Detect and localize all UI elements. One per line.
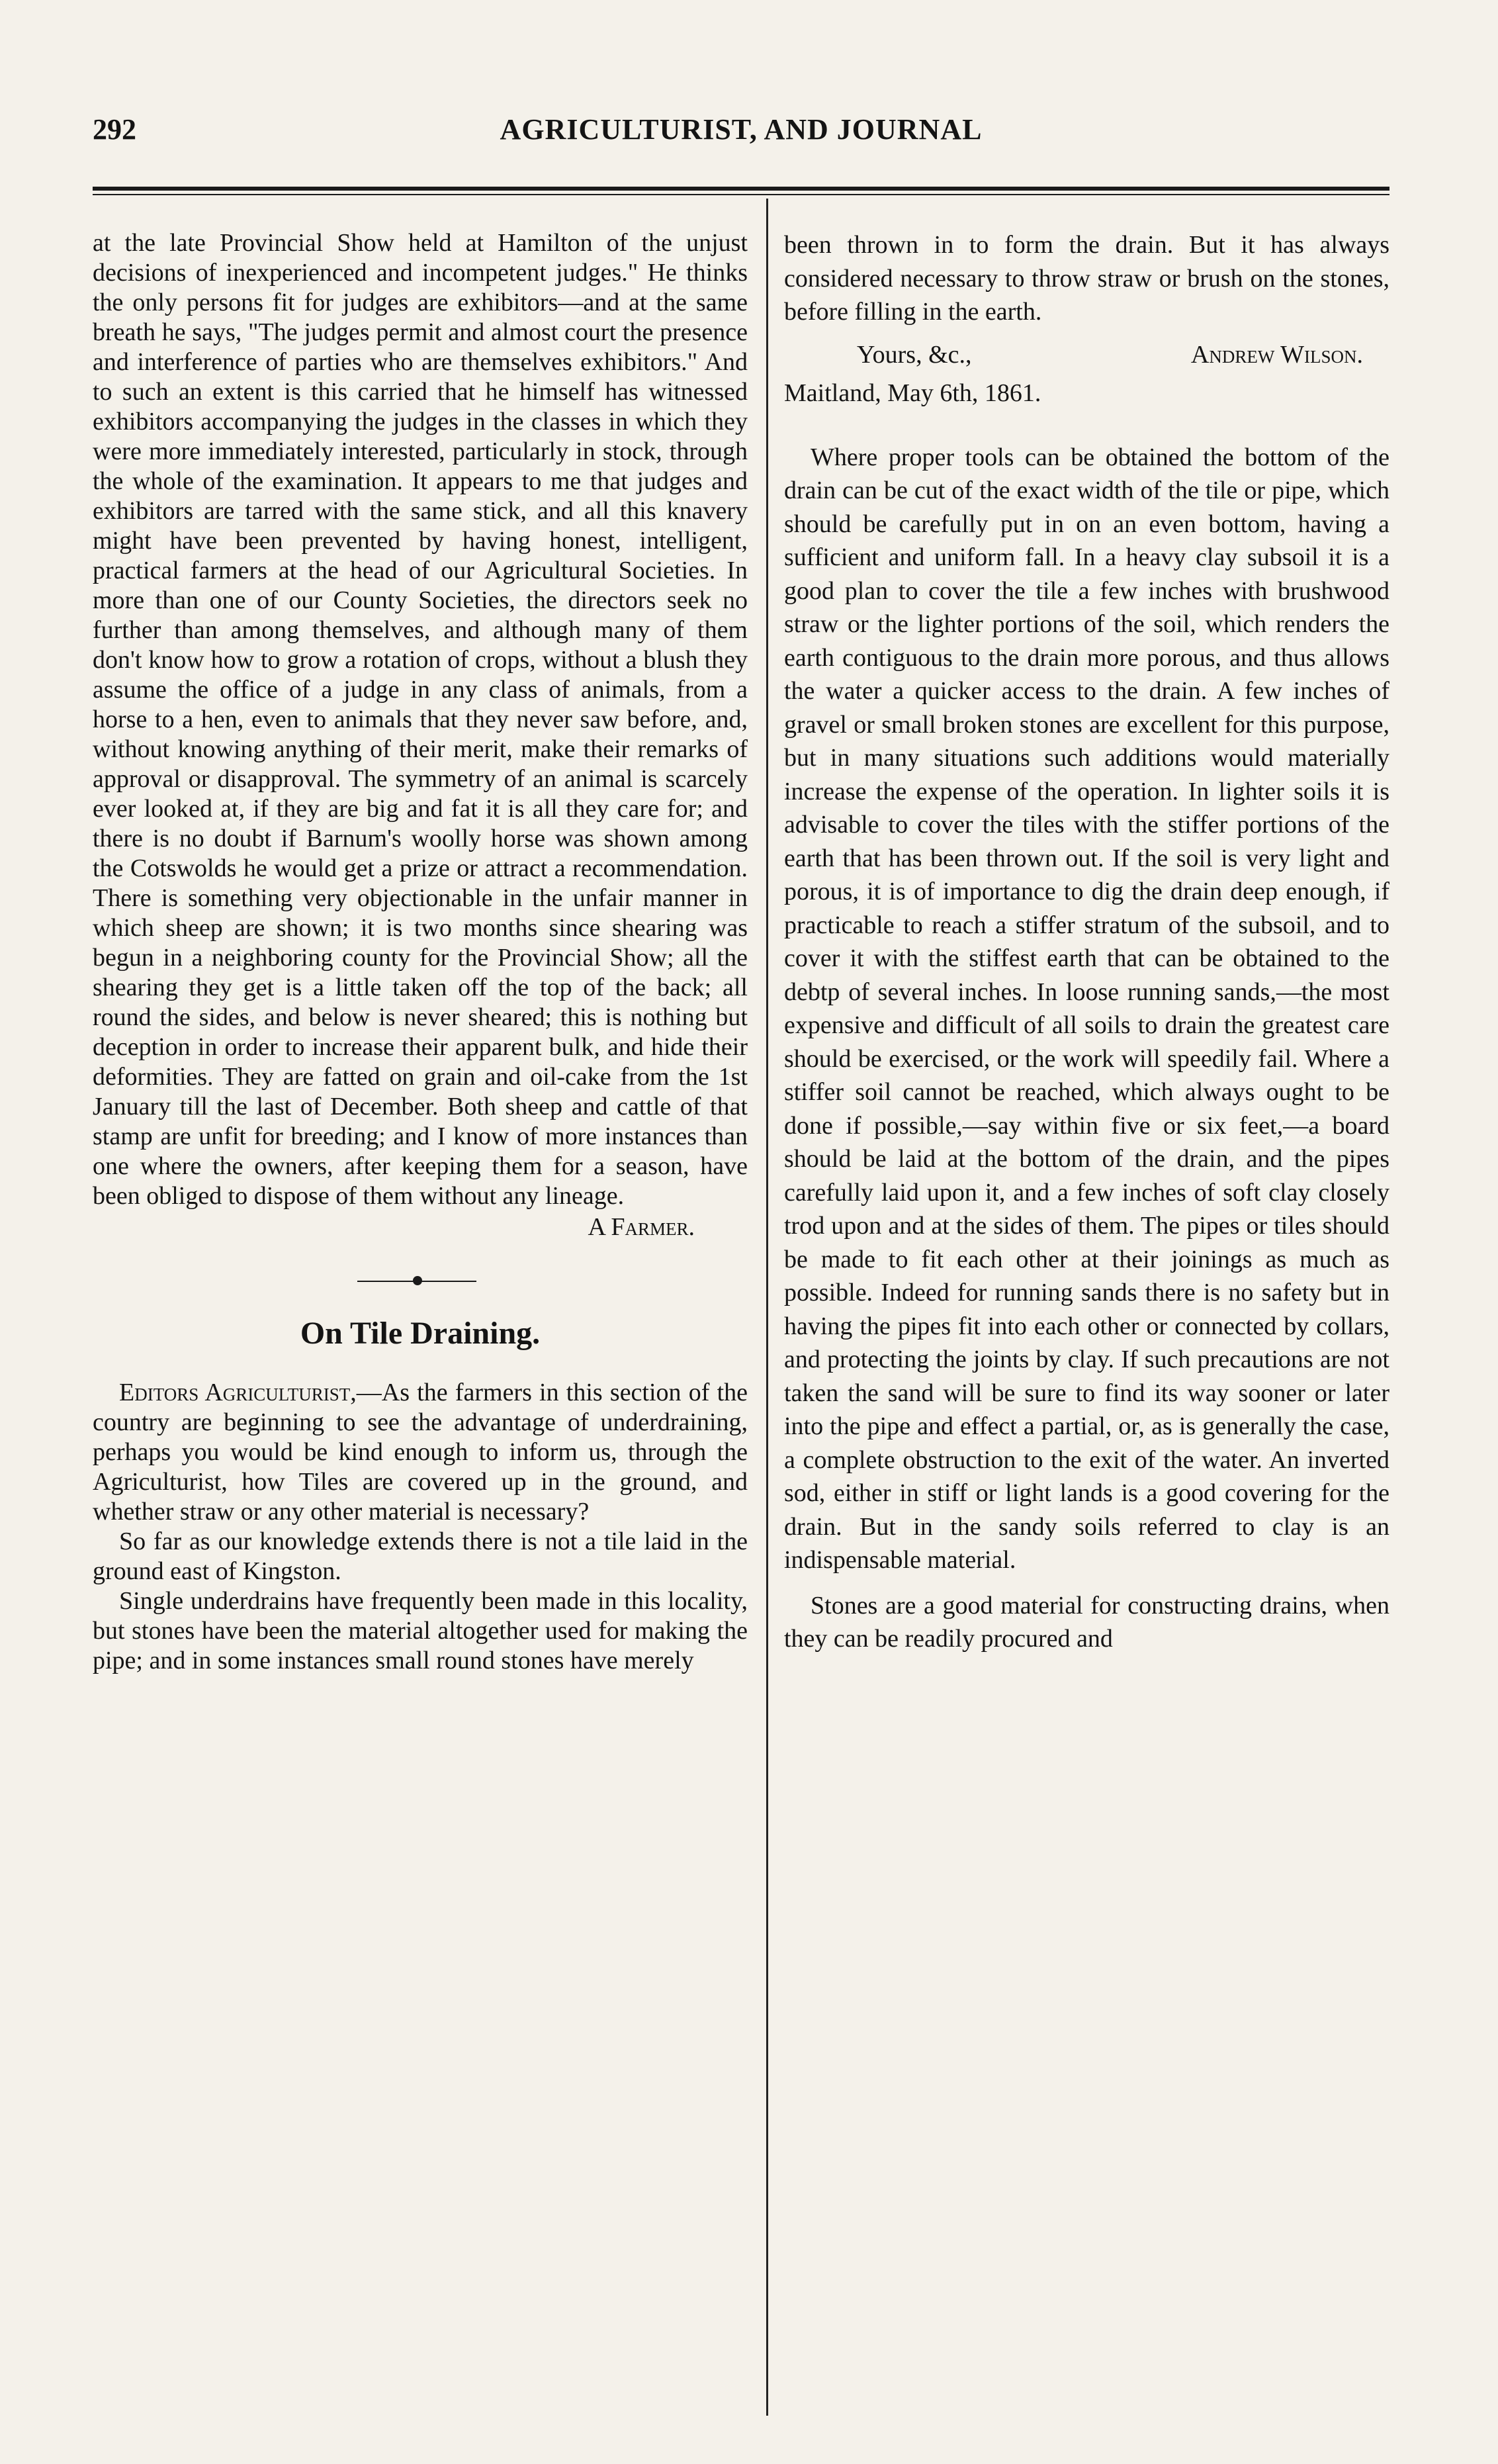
signoff-name: Andrew Wilson. [1190, 340, 1363, 369]
letter-paragraph: been thrown in to form the drain. But it has always considered necessary to throw straw or brush on the stones, before filling in the earth. [784, 231, 1389, 326]
header-rule-thin [93, 194, 1389, 195]
letter-signoff [784, 338, 1389, 372]
letter-paragraph-text: —As the farmers in this section of the country are beginning to see the advantage of underdraining, perhaps you would be kind enough to inform us, through the Agriculturist, how Tiles are covered up in the ground, and whether straw or any other material is necessary? [93, 1379, 748, 1526]
left-column [93, 228, 748, 1676]
letter-continuation-text: at the late Provincial Show held at Hamilton of the unjust decisions of inexperienced and incompetent judges." He thinks the only persons fit for judges are exhibitors—and at the same breath he says, "The judges permit and almost court the presence and interference of parties who are themselves exhibitors." And to such an extent is this carried that he himself has witnessed exhibitors accompanying the judges in the classes in which they were more immediately interested, particularly in stock, through the whole of the examination. It appears to me that judges and exhibitors are tarred with the same stick, and all this knavery might have been prevented by having honest, intelligent, practical farmers at the head of our Agricultural Societies. In more than one of our County Societies, the directors seek no further than among themselves, and although many of them don't know how to grow a rotation of crops, without a blush they assume the office of a judge in any class of animals, from a horse to a hen, even to animals that they never saw before, and, without knowing anything of their merit, make their remarks of approval or disapproval. The symmetry of an animal is scarcely ever looked at, if they are big and fat it is all they care for; and there is no doubt if Barnum's woolly horse was shown among the Cotswolds he would get a prize or attract a recommendation. There is something very objectionable in the unfair manner in which sheep are shown; it is two months since shearing was begun in a neighboring county for the Provincial Show; all the shearing they get is a little taken off the top of the back; all round the sides, and below is never sheared; this is nothing but deception in order to increase their apparent bulk, and hide their deformities. They are fatted on grain and oil-cake from the 1st January till the last of December. Both sheep and cattle of that stamp are unfit for breeding; and I know of more instances than one where the owners, after keeping them for a season, have been obliged to dispose of them without any lineage. [93, 229, 748, 1210]
place-date: Maitland, May 6th, 1861. [784, 379, 1041, 407]
letter-paragraph: So far as our knowledge extends there is not a tile laid in the ground east of Kingston. [93, 1528, 748, 1585]
running-head [93, 113, 1389, 165]
right-column [784, 228, 1389, 1656]
column-divider [766, 199, 768, 2416]
header-rule [93, 187, 1389, 191]
letter-paragraph [93, 1378, 748, 1527]
reply-paragraph: Where proper tools can be obtained the bottom of the drain can be cut of the exact width of the tile or pipe, which should be carefully put in on an even bottom, having a sufficient and uniform fall. In a heavy clay subsoil it is a good plan to cover the tile a few inches with brushwood straw or the lighter portions of the soil, which renders the earth contiguous to the drain more porous, and thus allows the water a quicker access to the drain. A few inches of gravel or small broken stones are excellent for this purpose, but in many situations such additions would materially increase the expense of the operation. In lighter soils it is advisable to cover the tiles with the stiffer portions of the earth that has been thrown out. If the soil is very light and porous, it is of importance to dig the drain deep enough, if practicable to reach a stiffer stratum of the subsoil, and to cover it with the stiffest earth that can be obtained to the debtp of several inches. In loose running sands,—the most expensive and difficult of all soils to drain the greatest care should be exercised, or the work will speedily fail. Where a stiffer soil cannot be reached, which always ought to be done if possible,—say within five or six feet,—a board should be laid at the bottom of the drain, and the pipes carefully laid upon it, and a few inches of soft clay closely trod upon and at the sides of them. The pipes or tiles should be made to fit each other at their joinings as much as possible. Indeed for running sands there is no safety but in having the pipes fit into each other or connected by collars, and protecting the joints by clay. If such precautions are not taken the sand will be sure to find its way sooner or later into the pipe and effect a partial, or, as is generally the case, a complete obstruction to the exit of the water. An inverted sod, either in stiff or light lands is a good covering for the drain. But in the sandy soils referred to clay is an indispensable material. [784, 443, 1389, 1574]
section-heading: On Tile Draining. [300, 1316, 541, 1351]
separator-dot [413, 1276, 422, 1285]
letter-signature: A Farmer. [588, 1213, 695, 1241]
reply-paragraph: Stones are a good material for constructing drains, when they can be readily procured and [784, 1591, 1389, 1653]
section-separator [93, 1262, 748, 1302]
signoff-yours: Yours, &c., [857, 340, 972, 369]
journal-title: AGRICULTURIST, AND JOURNAL [500, 113, 983, 146]
page-number: 292 [93, 113, 136, 146]
salutation: Editors Agriculturist, [119, 1379, 357, 1406]
letter-paragraph: Single underdrains have frequently been made in this locality, but stones have been the material altogether used for making the pipe; and in some instances small round stones have merely [93, 1587, 748, 1674]
